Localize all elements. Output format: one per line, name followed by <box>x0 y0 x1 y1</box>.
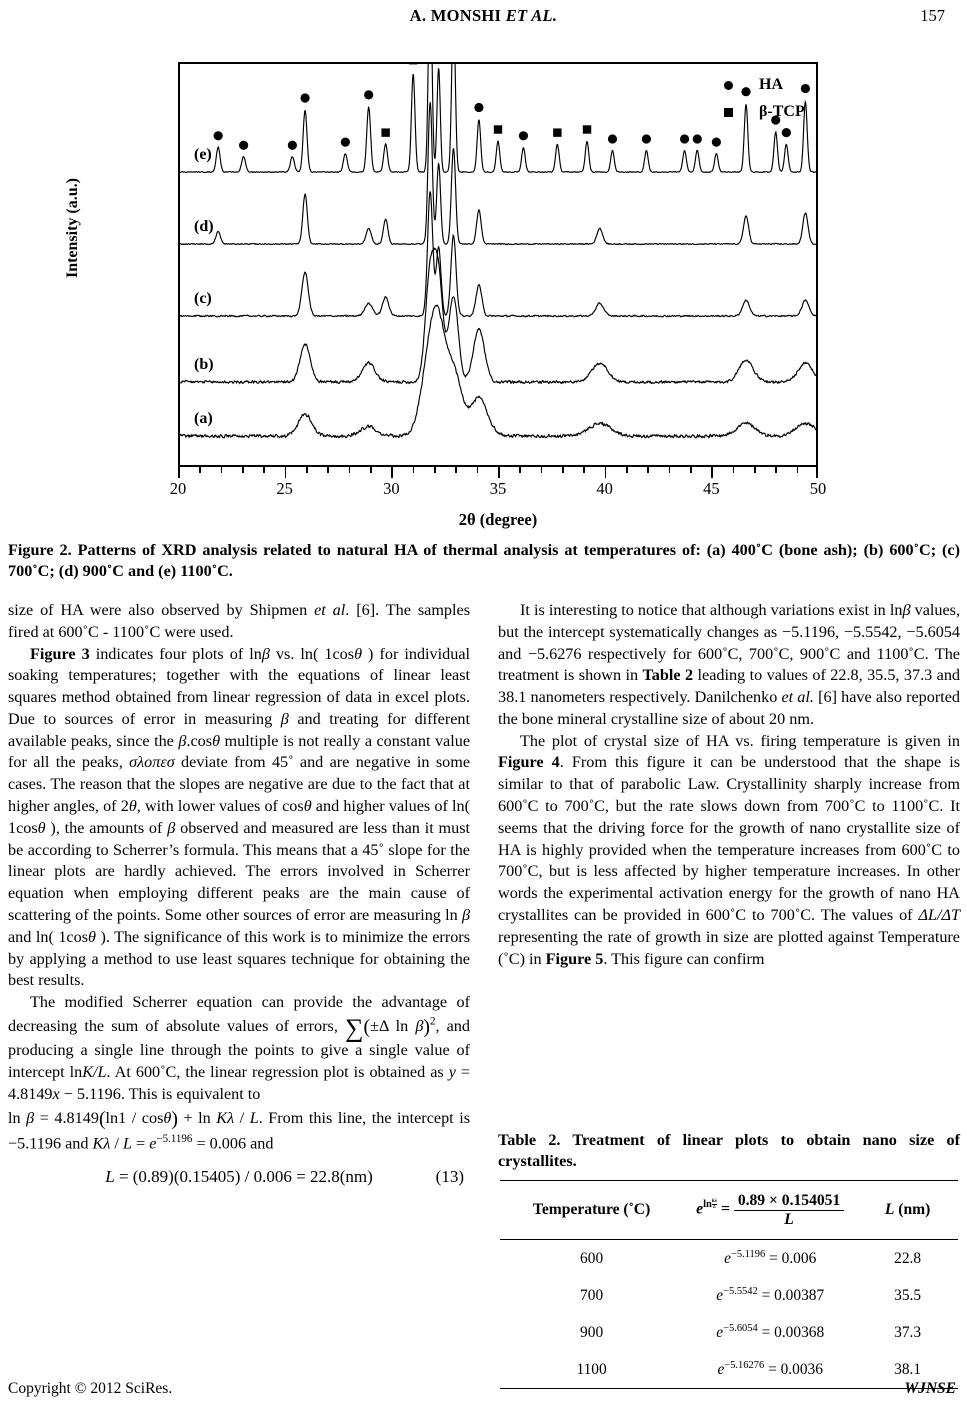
table-2-head <box>500 1181 958 1240</box>
body-column-left <box>8 600 470 1188</box>
running-head-title <box>0 6 967 26</box>
x-tick <box>541 467 543 473</box>
math-numerator: 0.89 × 0.154051 <box>737 1192 841 1210</box>
math-small-fraction <box>712 1199 717 1212</box>
legend-label-ha: HA <box>759 76 783 94</box>
unit-nm: (nm) <box>894 1201 931 1218</box>
trace-label-e: (e) <box>194 146 212 163</box>
paragraph-right-2 <box>498 731 960 971</box>
math-lambda: λ <box>227 1108 235 1127</box>
math-e: e <box>696 1200 704 1218</box>
running-head-etal: ET AL. <box>505 6 558 25</box>
math-beta: β <box>415 1016 424 1035</box>
math-theta: θ <box>88 927 96 946</box>
x-axis-title: 2θ (degree) <box>458 510 538 529</box>
x-tick-label: 50 <box>809 479 827 498</box>
x-tick <box>391 467 393 478</box>
text-run: . From this figure it can be understood that the shape is similar to that of parabolic Law. Crystallinity sharply increase from 600˚C to 700˚C, but the rate slows down from 700˚C to 1100˚C. It seems that the driving force for the growth of nano crystallite size of HA is highly provided when the temperature increases from 600˚C to 700˚C, but is less affected by higher temperature increases. In other words the experimental activation energy for the growth of nano HA crystallites can be provided in 600˚C to 700˚C. The values of <box>498 753 961 924</box>
cell-exponential <box>683 1314 857 1351</box>
math-summation-symbol: ∑ <box>345 1013 364 1043</box>
xrd-trace <box>180 305 816 438</box>
math-L: L <box>712 1204 717 1211</box>
x-tick <box>242 467 244 473</box>
paragraph-left-3 <box>8 992 470 1155</box>
figure-3-reference: Figure 3 <box>30 644 90 663</box>
xrd-plot-frame <box>178 62 818 467</box>
square-marker-icon <box>381 128 389 136</box>
cell-temperature: 600 <box>580 1249 604 1267</box>
text-run: − 5.1196 <box>59 1084 121 1103</box>
legend-item-ha <box>720 76 805 103</box>
math-denominator: L <box>734 1210 844 1228</box>
math-paren-open: ( <box>98 1107 106 1130</box>
text-run: [6] have also reported the bone mineral crystalline size of about 20 nm. <box>498 688 961 728</box>
figure-4-reference: Figure 4 <box>498 753 560 772</box>
math-beta: β <box>280 709 289 728</box>
table-row <box>500 1314 958 1351</box>
x-tick <box>477 467 479 473</box>
math-theta: θ <box>354 644 363 663</box>
math-delta-term: ±Δ ln <box>370 1016 416 1035</box>
math-K: K <box>92 1134 104 1153</box>
x-tick <box>221 467 223 473</box>
x-tick <box>583 467 585 473</box>
text-run: = 0.006 <box>192 1134 247 1153</box>
figure-2 <box>0 48 967 538</box>
x-tick <box>711 467 713 478</box>
x-tick <box>797 467 799 473</box>
circle-marker-icon <box>288 141 297 150</box>
math-fraction <box>734 1192 844 1228</box>
text-run: deviate from 45˚ and are negative in some cases. The reason that the slopes are negative are due to the fact that at higher angles, of 2 <box>8 753 470 816</box>
x-tick-label: 30 <box>383 479 400 498</box>
math-theta: θ <box>163 1108 172 1127</box>
text-run: = <box>131 1134 150 1153</box>
text-run: . This figure can confirm <box>603 949 765 968</box>
text-run: and <box>246 1134 274 1153</box>
math-y: y <box>448 1063 456 1082</box>
text-run: ln1 / cos <box>105 1108 164 1127</box>
math-exponent: −5.1196 <box>156 1133 193 1146</box>
math-beta: β <box>902 601 911 619</box>
math-value: = 0.006 <box>765 1250 817 1268</box>
math-e: e <box>717 1361 725 1379</box>
text-run: The modified Scherrer equation can provide the advantage of decreasing the sum of absolute values of errors, <box>8 993 470 1035</box>
text-run: . From this line, the intercept is −5.1196 and <box>8 1108 470 1153</box>
paragraph-right-1 <box>498 600 960 731</box>
text-run: and ln( 1cos <box>8 927 88 946</box>
running-head-authors: A. MONSHI <box>409 6 502 25</box>
trace-label-c: (c) <box>194 290 212 307</box>
text-run: + ln <box>177 1108 217 1127</box>
copyright-text: Copyright © 2012 SciRes. <box>8 1380 173 1397</box>
x-tick <box>349 467 351 473</box>
cell-exponential <box>683 1240 857 1278</box>
cell-temperature: 1100 <box>500 1351 683 1389</box>
text-run: , with lower values of cos <box>136 797 304 816</box>
circle-marker-icon <box>214 131 223 140</box>
math-paren-open: ( <box>363 1015 371 1038</box>
x-axis-ticks <box>178 467 818 479</box>
math-K-over-L: K/L <box>82 1063 107 1082</box>
x-tick-label: 45 <box>703 479 720 498</box>
circle-marker-icon <box>680 134 689 143</box>
circle-marker-icon <box>608 134 617 143</box>
journal-abbreviation: WJNSE <box>904 1380 956 1397</box>
text-run: and higher values of ln( 1cos <box>8 797 470 837</box>
circle-marker-icon <box>519 131 528 140</box>
math-beta: β <box>167 818 176 837</box>
math-e: e <box>716 1287 724 1305</box>
x-tick <box>434 467 436 473</box>
math-e: e <box>716 1324 724 1342</box>
cell-temperature: 900 <box>580 1323 604 1341</box>
table-row <box>500 1277 958 1314</box>
math-klambda: kλ <box>711 1197 718 1204</box>
circle-marker-icon <box>712 138 721 147</box>
cell-L-value: 35.5 <box>894 1286 922 1304</box>
running-head <box>0 6 967 32</box>
text-run: indicates four plots of ln <box>89 644 262 663</box>
math-beta: β <box>261 644 270 663</box>
square-marker-icon <box>583 125 591 133</box>
x-tick <box>605 467 607 478</box>
table-row <box>500 1240 958 1278</box>
math-L: L <box>884 1201 895 1218</box>
x-tick <box>519 467 521 473</box>
x-tick <box>754 467 756 473</box>
table-header-row <box>500 1181 958 1240</box>
math-value: = 0.00368 <box>757 1324 825 1342</box>
x-tick <box>733 467 735 473</box>
y-axis-label: Intensity (a.u.) <box>64 178 81 279</box>
cell-temperature: 700 <box>580 1286 604 1304</box>
text-run: leading to values of 22.8, 35.5, 37.3 and 38.1 nanometers respectively. Danilchenko <box>498 666 961 707</box>
trace-label-a: (a) <box>194 410 213 427</box>
x-tick-label: 20 <box>169 479 187 498</box>
page-number: 157 <box>920 6 945 25</box>
math-lambda: λ <box>103 1134 111 1153</box>
text-run: . [6]. The samples fired at 600˚C - 1100˚C were used. <box>8 601 470 641</box>
math-value: = 0.00387 <box>757 1287 825 1305</box>
text-run: = 4.8149 <box>8 1063 470 1103</box>
figure-caption: Figure 2. Patterns of XRD analysis related to natural HA of thermal analysis at temperatures of: (a) 400˚C (bone ash); (b) 600˚C; (c) 700˚C; (d) 900˚C and (e) 1100˚C. <box>8 541 960 581</box>
table-2 <box>500 1180 958 1389</box>
circle-marker-icon <box>693 134 702 143</box>
x-tick <box>327 467 329 473</box>
math-exponent: 2 <box>429 1015 436 1028</box>
legend-label-btcp: β-TCP <box>759 103 805 121</box>
math-paren-close: ) <box>171 1107 178 1130</box>
x-tick <box>562 467 564 473</box>
math-x: x <box>52 1084 60 1103</box>
math-equals: = <box>721 1200 730 1218</box>
trace-label-b: (b) <box>194 356 214 373</box>
circle-marker-icon <box>474 103 483 112</box>
circle-marker-icon <box>239 141 248 150</box>
circle-marker-icon <box>341 138 350 147</box>
legend-item-btcp <box>720 103 805 130</box>
equation-13 <box>8 1166 470 1189</box>
x-tick <box>690 467 692 473</box>
text-run: .cos <box>186 731 213 750</box>
cell-L-value: 38.1 <box>857 1351 958 1389</box>
text-run: and treating for different available peaks, since the <box>8 709 471 750</box>
math-e: e <box>149 1134 157 1153</box>
math-L: L <box>122 1134 132 1153</box>
text-run: representing the rate of growth in size are plotted against Temperature (˚C) in <box>498 927 960 968</box>
page-footer <box>8 1380 960 1398</box>
x-tick <box>498 467 500 478</box>
figure-5-reference: Figure 5 <box>545 949 604 968</box>
circle-marker-icon <box>724 81 733 90</box>
math-e: e <box>724 1250 731 1268</box>
math-paren-close: ) <box>423 1015 430 1038</box>
table-header-L-nm <box>857 1181 958 1240</box>
text-run: / <box>234 1108 250 1127</box>
x-tick <box>370 467 372 473</box>
x-tick <box>647 467 649 473</box>
math-ln: ln <box>703 1199 712 1211</box>
math-exponent: −5.1196 <box>730 1248 766 1260</box>
math-theta: θ <box>303 797 312 816</box>
paragraph-left-2 <box>8 644 470 993</box>
x-tick <box>413 467 415 473</box>
text-run: ). The significance of this work is to minimize the errors by applying a method to use least squares technique for obtaining the best results. <box>8 927 470 990</box>
text-run: The plot of crystal size of HA vs. firing temperature is given in <box>520 731 960 750</box>
math-L: L <box>249 1108 259 1127</box>
math-greek-slopes: σλοπεσ <box>129 753 175 772</box>
text-run: observed and measured are less than it must be according to Scherrer’s formula. This means that a 45˚ slope for the linear plots are hardly achieved. The errors involved in Scherrer equation when employing different peaks are the main cause of scattering of the points. Some other sources of error are measuring ln <box>8 818 470 924</box>
math-theta: θ <box>128 797 137 816</box>
x-tick <box>199 467 201 473</box>
square-marker-icon <box>553 128 561 136</box>
table-header-temperature: Temperature (˚C) <box>500 1181 683 1240</box>
cell-L-value: 22.8 <box>894 1249 922 1267</box>
x-tick <box>775 467 777 473</box>
x-tick <box>263 467 265 473</box>
text-run-italic: et al. <box>781 688 814 707</box>
square-marker-icon <box>494 125 502 133</box>
body-column-right <box>498 600 960 970</box>
x-axis-tick-labels <box>169 479 827 501</box>
x-tick <box>626 467 628 473</box>
text-run: It is interesting to notice that although variations exist in ln <box>520 601 903 619</box>
x-tick <box>306 467 308 473</box>
math-L: L <box>105 1166 115 1186</box>
text-run: . At 600˚C, the linear regression plot is obtained as <box>106 1063 449 1082</box>
math-beta: β <box>26 1108 35 1127</box>
paragraph-left-1 <box>8 600 470 644</box>
xrd-trace <box>180 191 816 316</box>
math-exponent: −5.5542 <box>723 1285 758 1297</box>
table-2-body <box>500 1240 958 1389</box>
x-tick <box>455 467 457 473</box>
x-tick-label: 35 <box>489 479 507 498</box>
text-run: vs. ln( 1cos <box>269 644 355 663</box>
x-tick-label: 40 <box>596 479 613 498</box>
circle-marker-icon <box>364 90 373 99</box>
text-run: , and producing a single line through the points to give a single value of intercept ln <box>8 1016 470 1082</box>
x-tick <box>669 467 671 473</box>
chart-legend <box>720 76 805 130</box>
text-run: values, but the intercept systematically changes as −5.1196, −5.5542, −5.6054 and −5.6276 respectively for 600˚C, 700˚C, 900˚C and 1100˚C. The treatment is shown in <box>498 601 960 685</box>
x-tick-label: 25 <box>276 479 293 498</box>
x-tick <box>816 467 818 478</box>
text-run: multiple is not really a constant value for all the peaks, <box>8 731 471 772</box>
square-marker-icon <box>724 108 733 117</box>
text-run: = 4.8149 <box>34 1108 99 1127</box>
math-exponent: −5.6054 <box>723 1322 758 1334</box>
table-header-formula <box>683 1181 857 1240</box>
math-exponent-ln-klambda-over-L <box>703 1199 717 1210</box>
cell-L-value: 37.3 <box>894 1323 922 1341</box>
x-tick <box>285 467 287 478</box>
equation-13-number: (13) <box>435 1166 464 1186</box>
text-run: ln <box>8 1108 27 1127</box>
text-run: size of HA were also observed by Shipmen <box>8 601 315 619</box>
x-tick <box>178 467 180 478</box>
circle-marker-icon <box>642 134 651 143</box>
text-run: ) for individual soaking temperatures; together with the equations of linear least squares method obtained from linear regression of data in excel plots. Due to sources of error in measuring <box>8 644 471 728</box>
trace-label-d: (d) <box>194 218 214 235</box>
table-2-reference: Table 2 <box>642 666 694 685</box>
math-exponent: −5.16276 <box>724 1359 765 1371</box>
circle-marker-icon <box>300 93 309 102</box>
math-K: K <box>216 1108 228 1127</box>
text-run: ), the amounts of <box>45 818 168 837</box>
table-2-title: Table 2. Treatment of linear plots to obtain nano size of crystallites. <box>498 1131 960 1171</box>
text-run: . This is equivalent to <box>120 1084 261 1103</box>
cell-exponential <box>683 1277 857 1314</box>
equation-13-body: = (0.89)(0.15405) / 0.006 = 22.8(nm) <box>114 1166 373 1186</box>
text-run: / <box>110 1134 123 1153</box>
math-theta: θ <box>37 818 46 837</box>
math-theta: θ <box>212 731 221 750</box>
text-run-italic: et al <box>314 601 346 619</box>
math-beta: β <box>178 731 187 750</box>
math-beta: β <box>461 905 470 924</box>
math-value: = 0.0036 <box>764 1361 823 1379</box>
math-delta-L-over-delta-T: ΔL/ΔT <box>918 905 960 924</box>
